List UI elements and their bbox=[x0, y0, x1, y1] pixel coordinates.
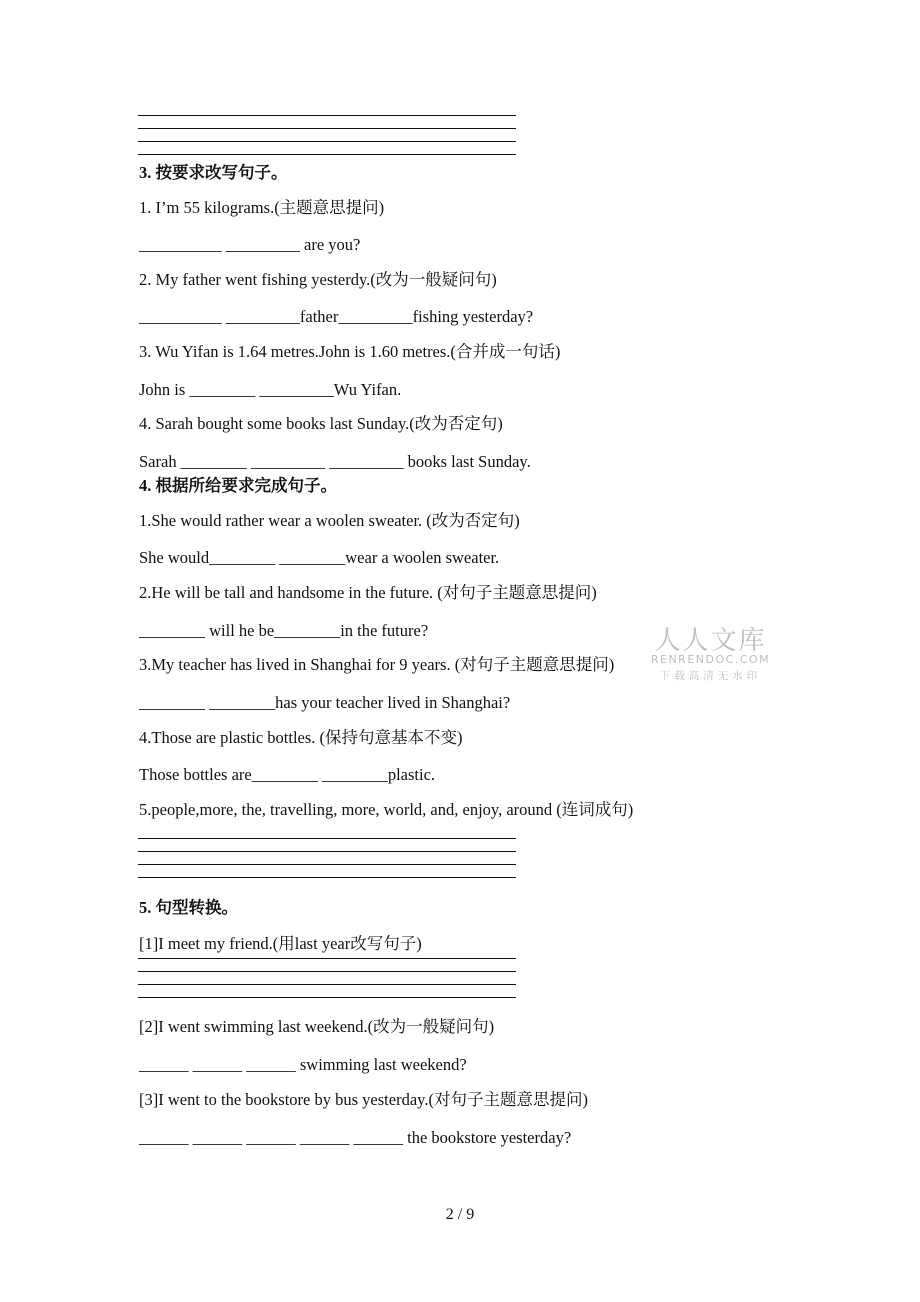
answer-line bbox=[138, 877, 516, 878]
answer-line bbox=[138, 128, 516, 129]
answer-line bbox=[138, 851, 516, 852]
answer-5-2: ______ ______ ______ swimming last weekend? bbox=[139, 1055, 467, 1074]
answer-line bbox=[138, 141, 516, 142]
question-4-4: 4.Those are plastic bottles. (保持句意基本不变) bbox=[139, 728, 463, 747]
question-3-2: 2. My father went fishing yesterdy.(改为一般疑问句) bbox=[139, 270, 497, 289]
answer-4-1: She would________ ________wear a woolen sweater. bbox=[139, 548, 500, 567]
answer-line bbox=[138, 958, 516, 959]
question-5-2: [2]I went swimming last weekend.(改为一般疑问句) bbox=[139, 1017, 495, 1036]
question-4-1: 1.She would rather wear a woolen sweater. (改为否定句) bbox=[139, 511, 520, 530]
question-5-1: [1]I meet my friend.(用last year改写句子) bbox=[139, 934, 422, 953]
section-4-title: 4. 根据所给要求完成句子。 bbox=[139, 476, 337, 495]
answer-line bbox=[138, 971, 516, 972]
question-4-5: 5.people,more, the, travelling, more, world, and, enjoy, around (连词成句) bbox=[139, 800, 634, 819]
answer-4-4: Those bottles are________ ________plastic. bbox=[139, 765, 436, 784]
question-3-3: 3. Wu Yifan is 1.64 metres.John is 1.60 metres.(合并成一句话) bbox=[139, 342, 561, 361]
answer-line bbox=[138, 997, 516, 998]
answer-4-2: ________ will he be________in the future? bbox=[139, 621, 429, 640]
question-4-3: 3.My teacher has lived in Shanghai for 9 years. (对句子主题意思提问) bbox=[139, 655, 615, 674]
watermark-url: RENRENDOC.COM bbox=[650, 653, 771, 666]
watermark-title: 人人文库 bbox=[654, 626, 767, 656]
question-3-1: 1. I’m 55 kilograms.(主题意思提问) bbox=[139, 198, 385, 217]
answer-line bbox=[138, 115, 516, 116]
answer-line bbox=[138, 984, 516, 985]
answer-line bbox=[138, 864, 516, 865]
question-4-2: 2.He will be tall and handsome in the future. (对句子主题意思提问) bbox=[139, 583, 597, 602]
page-number: 2 / 9 bbox=[445, 1206, 475, 1223]
section-5-title: 5. 句型转换。 bbox=[139, 898, 238, 917]
answer-3-2: __________ _________father_________fishing yesterday? bbox=[139, 307, 534, 326]
question-5-3: [3]I went to the bookstore by bus yesterday.(对句子主题意思提问) bbox=[139, 1090, 588, 1109]
answer-line bbox=[138, 838, 516, 839]
answer-3-3: John is ________ _________Wu Yifan. bbox=[139, 380, 402, 399]
answer-3-4: Sarah ________ _________ _________ books last Sunday. bbox=[139, 452, 531, 471]
answer-5-3: ______ ______ ______ ______ ______ the bookstore yesterday? bbox=[139, 1128, 572, 1147]
answer-line bbox=[138, 154, 516, 155]
watermark-logo bbox=[648, 620, 773, 684]
answer-4-3: ________ ________has your teacher lived in Shanghai? bbox=[139, 693, 511, 712]
answer-3-1: __________ _________ are you? bbox=[139, 235, 361, 254]
watermark-subtitle: 下载高清无水印 bbox=[659, 670, 762, 682]
section-3-title: 3. 按要求改写句子。 bbox=[139, 163, 288, 182]
question-3-4: 4. Sarah bought some books last Sunday.(改为否定句) bbox=[139, 414, 503, 433]
